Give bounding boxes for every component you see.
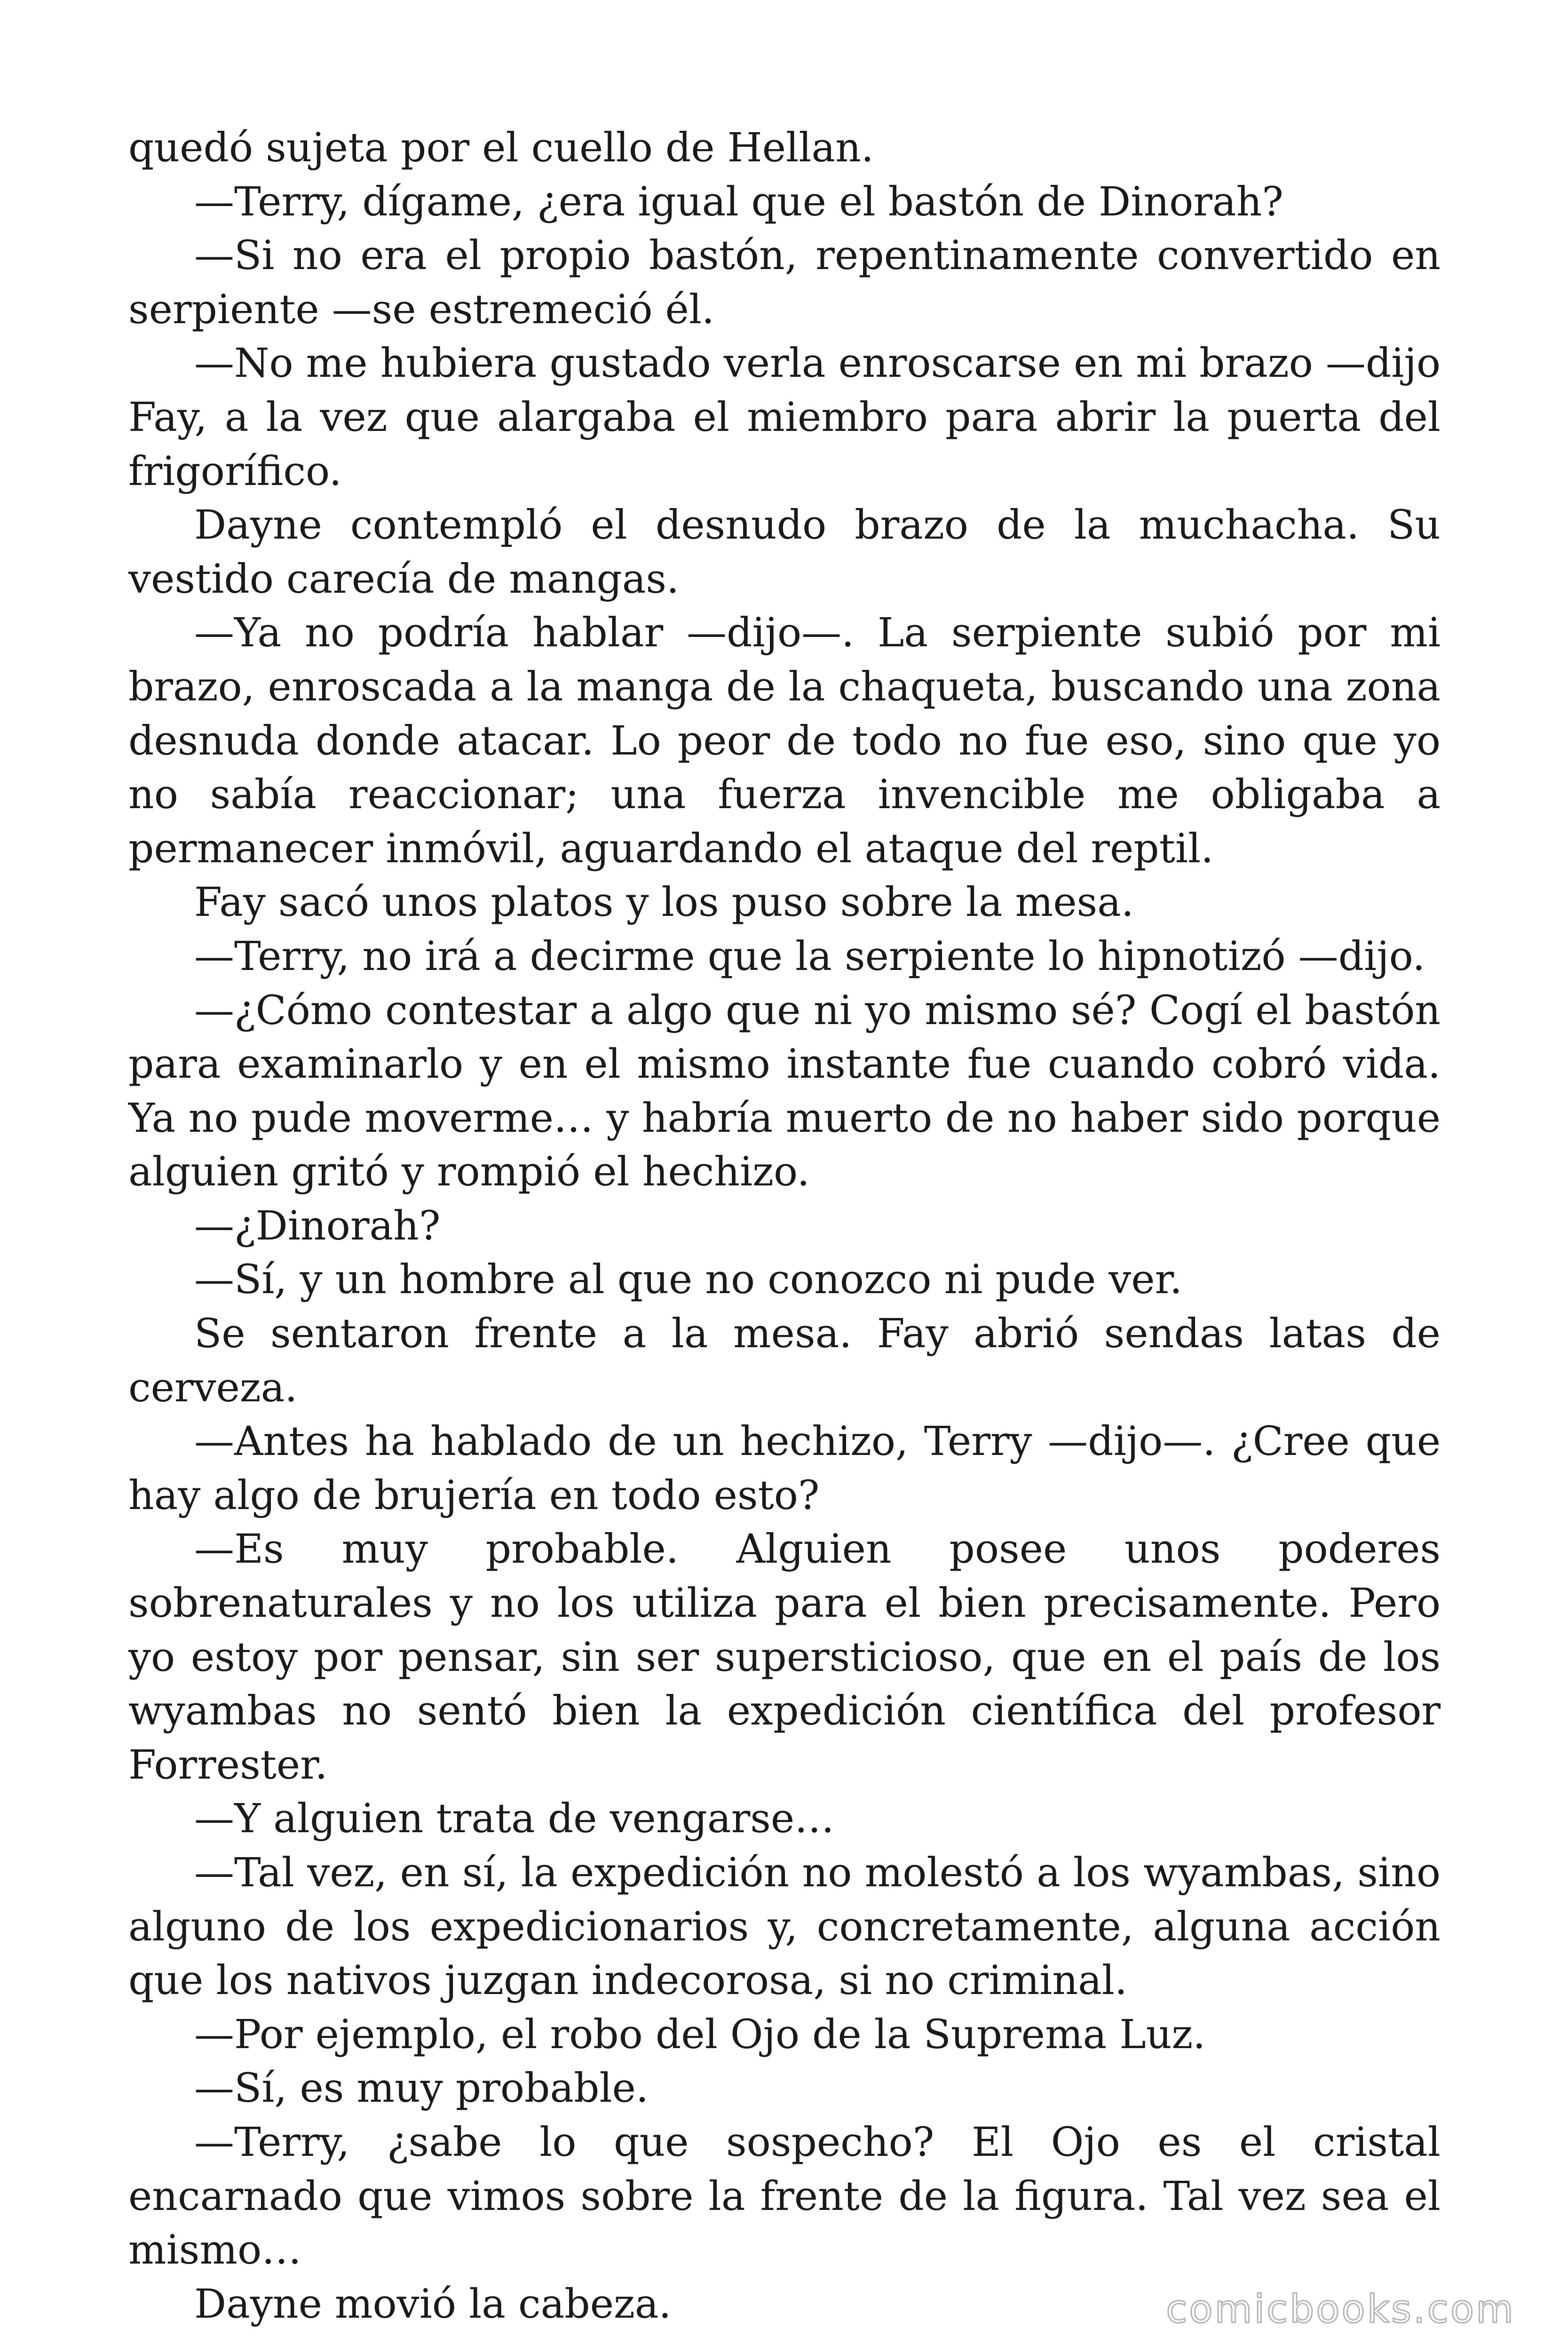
paragraph-2: —Terry, dígame, ¿era igual que el bastón de Dinorah? [194, 178, 1283, 225]
paragraph-14: —Es muy probable. Alguien posee unos poderes sobrenaturales y no los utiliza para el bien precisamente. Pero yo estoy por pensar, sin ser supersticioso, que en el país de los wyambas no sentó bien la expedición científica del profesor Forrester. [128, 1526, 1441, 1788]
paragraph-5: Dayne contempló el desnudo brazo de la muchacha. Su vestido carecía de mangas. [128, 502, 1441, 603]
paragraph-3: —Si no era el propio bastón, repentinamente convertido en serpiente —se estremeció él. [128, 232, 1441, 333]
paragraph-9: —¿Cómo contestar a algo que ni yo mismo sé? Cogí el bastón para examinarlo y en el mismo instante fue cuando cobró vida. Ya no pude moverme… y habría muerto de no haber sido porque alguien gritó y rompió el hechizo. [128, 987, 1441, 1196]
paragraph-17: —Por ejemplo, el robo del Ojo de la Suprema Luz. [194, 2011, 1206, 2058]
paragraph-16: —Tal vez, en sí, la expedición no molestó a los wyambas, sino alguno de los expedicionarios y, concretamente, alguna acción que los nativos juzgan indecorosa, si no criminal. [128, 1850, 1441, 2004]
paragraph-11: —Sí, y un hombre al que no conozco ni pude ver. [194, 1256, 1182, 1303]
paragraph-15: —Y alguien trata de vengarse… [194, 1796, 835, 1843]
paragraph-20: Dayne movió la cabeza. [194, 2280, 672, 2328]
paragraph-1: quedó sujeta por el cuello de Hellan. [128, 125, 874, 171]
paragraph-19: —Terry, ¿sabe lo que sospecho? El Ojo es el cristal encarnado que vimos sobre la frente de la figura. Tal vez sea el mismo… [128, 2119, 1441, 2274]
paragraph-7: Fay sacó unos platos y los puso sobre la mesa. [194, 879, 1134, 926]
paragraph-18: —Sí, es muy probable. [194, 2065, 649, 2112]
paragraph-8: —Terry, no irá a decirme que la serpiente lo hipnotizó —dijo. [194, 933, 1425, 980]
paragraph-4: —No me hubiera gustado verla enroscarse en mi brazo —dijo Fay, a la vez que alargaba el miembro para abrir la puerta del frigorífico. [128, 340, 1441, 495]
paragraph-10: —¿Dinorah? [194, 1202, 441, 1249]
watermark: comicbooks.com [1166, 2287, 1515, 2332]
paragraph-12: Se sentaron frente a la mesa. Fay abrió sendas latas de cerveza. [128, 1311, 1441, 1411]
paragraph-13: —Antes ha hablado de un hechizo, Terry —dijo—. ¿Cree que hay algo de brujería en todo esto? [128, 1418, 1441, 1519]
body-text [128, 121, 1441, 2331]
paragraph-6: —Ya no podría hablar —dijo—. La serpiente subió por mi brazo, enroscada a la manga de la chaqueta, buscando una zona desnuda donde atacar. Lo peor de todo no fue eso, sino que yo no sabía reaccionar; una fuerza invencible me obligaba a permanecer inmóvil, aguardando el ataque del reptil. [128, 610, 1441, 872]
